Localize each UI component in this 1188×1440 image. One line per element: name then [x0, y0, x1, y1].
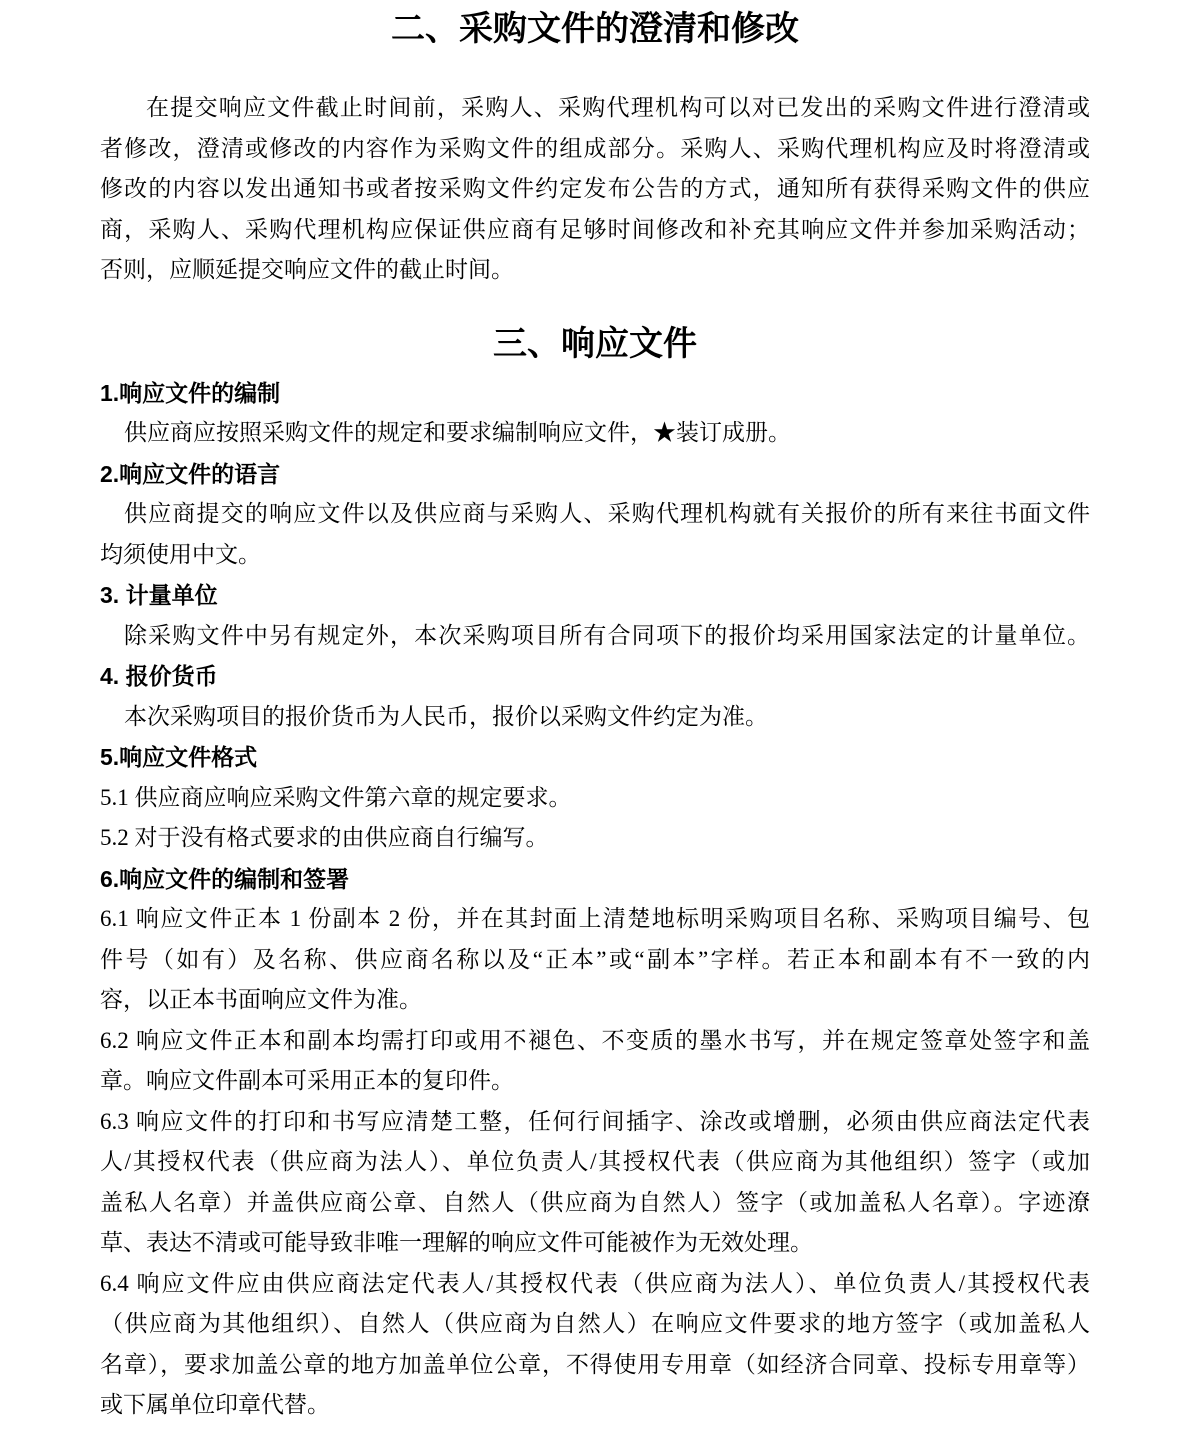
text-line: （供应商为其他组织）、自然人（供应商为自然人）在响应文件要求的地方签字（或加盖私人	[100, 1311, 1090, 1336]
clause-heading: 5.响应文件格式	[100, 744, 258, 770]
text-line: 否则，应顺延提交响应文件的截止时间。	[100, 257, 514, 282]
text-line: 盖私人名章）并盖供应商公章、自然人（供应商为自然人）签字（或加盖私人名章）。字迹潦	[100, 1189, 1090, 1215]
text-line: 6.2 响应文件正本和副本均需打印或用不褪色、不变质的墨水书写，并在规定签章处签字和盖	[100, 1027, 1090, 1053]
text-line: 6.1 响应文件正本 1 份副本 2 份，并在其封面上清楚地标明采购项目名称、采购项目编号、包	[100, 906, 1090, 931]
text-line: 修改的内容以发出通知书或者按采购文件约定发布公告的方式，通知所有获得采购文件的供应	[100, 176, 1090, 201]
section-3-clauses	[100, 373, 1090, 1426]
text-line: 除采购文件中另有规定外，本次采购项目所有合同项下的报价均采用国家法定的计量单位。	[124, 622, 1090, 648]
clause-heading: 4. 报价货币	[100, 663, 218, 689]
text-line: 草、表达不清或可能导致非唯一理解的响应文件可能被作为无效处理。	[100, 1230, 813, 1255]
section-2-paragraph	[100, 88, 1090, 291]
text-line: 6.3 响应文件的打印和书写应清楚工整，任何行间插字、涂改或增删，必须由供应商法定代表	[100, 1108, 1090, 1134]
text-line: 5.1 供应商应响应采购文件第六章的规定要求。	[100, 784, 572, 810]
text-line: 商，采购人、采购代理机构应保证供应商有足够时间修改和补充其响应文件并参加采购活动；	[100, 216, 1090, 242]
clause-heading: 1.响应文件的编制	[100, 379, 281, 406]
text-line: 本次采购项目的报价货币为人民币，报价以采购文件约定为准。	[124, 703, 768, 729]
text-line: 章。响应文件副本可采用正本的复印件。	[100, 1068, 514, 1093]
text-line: 件号（如有）及名称、供应商名称以及“正本”或“副本”字样。若正本和副本有不一致的内	[100, 946, 1090, 972]
text-line: 供应商应按照采购文件的规定和要求编制响应文件，★装订成册。	[124, 420, 791, 445]
text-line: 5.2 对于没有格式要求的由供应商自行编写。	[100, 825, 549, 850]
text-line: 名章），要求加盖公章的地方加盖单位公章，不得使用专用章（如经济合同章、投标专用章等）	[100, 1351, 1090, 1377]
section-2-title: 二、采购文件的澄清和修改	[391, 10, 799, 48]
clause-heading: 2.响应文件的语言	[100, 460, 281, 487]
clause-heading: 6.响应文件的编制和签署	[100, 865, 350, 892]
text-line: 人/其授权代表（供应商为法人）、单位负责人/其授权代表（供应商为其他组织）签字（或加	[100, 1149, 1090, 1174]
section-3-title: 三、响应文件	[493, 324, 697, 363]
text-line: 者修改，澄清或修改的内容作为采购文件的组成部分。采购人、采购代理机构应及时将澄清或	[100, 135, 1090, 161]
text-line: 供应商提交的响应文件以及供应商与采购人、采购代理机构就有关报价的所有来往书面文件	[124, 501, 1090, 526]
text-line: 在提交响应文件截止时间前，采购人、采购代理机构可以对已发出的采购文件进行澄清或	[146, 95, 1090, 120]
text-line: 或下属单位印章代替。	[100, 1392, 330, 1417]
text-line: 容，以正本书面响应文件为准。	[100, 987, 422, 1012]
clause-heading: 3. 计量单位	[100, 582, 218, 608]
text-line: 6.4 响应文件应由供应商法定代表人/其授权代表（供应商为法人）、单位负责人/其授权代表	[100, 1270, 1090, 1296]
text-line: 均须使用中文。	[100, 541, 261, 567]
